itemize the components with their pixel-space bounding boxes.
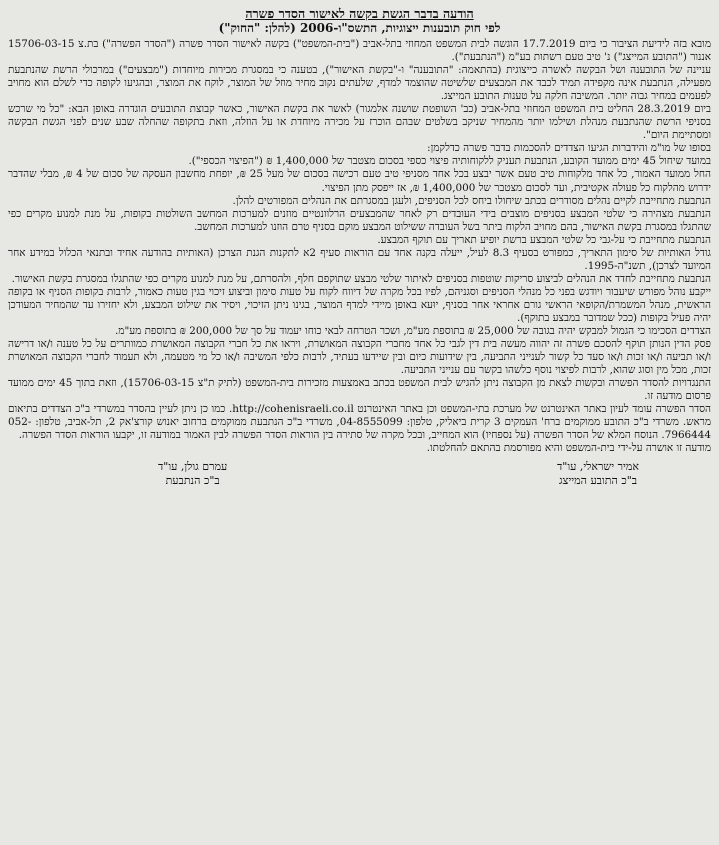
paragraph-written-procedures: הנתבעת מתחייבת לקיים נהלים מסודרים בכתב שיחולו ביחס לכל הסניפים, ולעגן במסגרתם את הנהלים המפורטים להלן.: [232, 194, 711, 207]
paragraph-fees: הצדדים הסכימו כי הגמול למבקש יהיה בגובה של 25,000 ₪ בתוספת מע"מ, ושכר הטרחה לבאי כוחו יעמוד על סך של 200,000 ₪ בתוספת מע"מ.: [115, 325, 711, 338]
signature-name: עמרם גולן, עו"ד: [158, 459, 228, 473]
paragraph-claim-subject: עניינה של התובענה ושל הבקשה לאשרה כייצוגית (בהתאמה: "התובענה" ו-"בקשת האישור"), בטענה כי במסגרת מכירות מיוחדות ("מבצעים") במרכולי הרשת שהנתבעת מפעילה, הנתבעת אינה מקפידה תמיד לכבד את המבצעים שלשיטה שהוצמד למדף, שלעתים נקוב מחיר מוזל של המוצר, לוקח את המוצר, ובהגיעו לקופה כדי לשלם הוא מחויב לפעמים במחיר גבוה יותר. המשיבה חלקה על טענות התובע המייצג.: [8, 64, 711, 103]
paragraph-sign-date: הנתבעת מתחייבת כי על-גבי כל שלטי המבצע ברשת יופיע תאריך עם תוקף המבצע.: [377, 233, 711, 246]
signature-role: ב"כ התובע המייצג: [558, 473, 638, 487]
paragraph-font-size: גודל האותיות של סימון התאריך, כמפורט בסעיף 8.3 לעיל, ייעלה בקנה אחד עם הוראות סעיף 2א לתקנות הגנת הצרכן (האותיות בהודעה אחיד ובתנאי הכלול במידע אחר המיועד לצרכן), תשנ"ה-1995.: [8, 246, 711, 272]
paragraph-court-approval: מודעה זו אושרה על-ידי בית-המשפט והיא מפורסמת בהתאם להחלטתו.: [426, 442, 711, 455]
paragraph-inspection: הסדר הפשרה עומד לעיון באתר האינטרנט של מערכת בתי-המשפט וכן באתר האינטרנט http://cohenisraeli.co.il. כמו כן ניתן לעיין בהסדר במשרדי ב"כ הצדדים בתיאום מראש. משרדי ב"כ התובע ממוקמים ברח' העמקים 3 קרית ביאליק, טלפון: 04-8555099, משרדי ב"כ הנתבעת ממוקמים ברחוב יאנוש קורצ'אק 2, תל-אביב, טלפון: 052-7966444. הנוסח המלא של הסדר הפשרה (על נספחיו) הוא המחייב, ובכל מקרה של סתירה בין הוראות הסדר הפשרה לבין האמור במודעה זו, יקבעו הוראות הסדר הפשרה.: [8, 403, 711, 442]
paragraph-intro: מובא בזה לידיעת הציבור כי ביום 17.7.2019 הוגשה לבית המשפט המחוזי בתל-אביב ("בית-המשפט") בקשה לאישור הסדר פשרה ("הסדר הפשרה") בת.צ 15706-03-15 אננור ("התובע המייצג") נ' טיב טעם רשתות בע"מ ("הנתבעת").: [8, 38, 711, 64]
paragraph-expired-signs: הנתבעת מתחייבת לחדד את הנהלים לביצוע סריקות שוטפות בסניפים לאיתור שלטי מבצע שתוקפם חלף, ולהסרתם, על מנת למנוע מקרים כפי שהתגלו במסגרת בקשת האישור.: [11, 272, 711, 285]
paragraph-discount-mechanism: החל ממועד האמור, כל אחד מלקוחות טיב טעם אשר יבצע בכל אחד מסניפי טיב טעם רכישה בסכום של מעל 25 ₪, יופחת מחשבון העסקה של סכום של 4 ₪, מבלי שהדבר ידרוש מהלקוח כל פעולה אקטיבית, ועד לסכום מצטבר של 1,400,000 ₪, אז ייפסק מתן הפיצוי.: [8, 168, 711, 194]
signature-role: ב"כ הנתבעת: [165, 473, 220, 487]
signature-defendant-counsel: [158, 460, 227, 488]
paragraph-class-approval: ביום 28.3.2019 החליט בית המשפט המחוזי בתל-אביב (כב' השופטת שושנה אלמגור) לאשר את בקשת האישור, כאשר קבוצת התובעים הוגדרה באופן הבא: "כל מי שרכש בסניפי הרשת שהנתבעת מנהלת ושילמו יותר מהמחיר שניקב בשלטים שבהם הוכרז על מכירה מיוחדת או על הוזלה, וזאת בתקופה שהחלה שבע שנים לפני הגשת הבקשה ומסתיימת היום".: [8, 103, 711, 142]
signature-plaintiff-counsel: [557, 460, 639, 488]
notice-title: הודעה בדבר הגשת בקשה לאישור הסדר פשרה: [245, 6, 474, 21]
paragraph-res-judicata: פסק הדין הנותן תוקף להסכם פשרה זה יהווה מעשה בית דין לגבי כל אחד מחברי הקבוצה המאושרת, ויראו את כל חברי הקבוצה המאושרת כמוותרים על כל טענה ו/או דרישה ו/או תביעה ו/או זכות ו/או סעד כל קשור לענייני התביעה, בין שידועות כיום ובין שיידעו בעתיד, לרבות כלפי המשיבה ו/או כל מי מטעמה, ולא תעמוד לחברי הקבוצה המאושרת זכות, מכל מין וסוג שהוא, לרבות לפיצוי נוסף כלשהו בקשר עם ענייני התביעה.: [8, 338, 711, 377]
paragraph-monetary-compensation: במועד שיחול 45 ימים ממועד הקובע, הנתבעת תעניק ללקוחותיה פיצוי כספי בסכום מצטבר של 1,400,000 ₪ ("הפיצוי הכספי").: [188, 155, 711, 168]
paragraph-sign-placement: הנתבעת מצהירה כי שלטי המבצע בסניפים מוצבים בידי העובדים רק לאחר שהמבצעים הרלוונטיים מוזנים למערכות המחשב השולטות בקופות, על מנת למנוע מקרים כפי שהתגלו במסגרת בקשת האישור, בהם מחויב הלקוח ביתר בשל העובדה ששילוט המבצע מוקם בסניף טרם הוזנו למערכות המחשב.: [8, 207, 711, 233]
paragraph-objections: התנגדויות להסדר הפשרה ובקשות לצאת מן הקבוצה ניתן להגיש לבית המשפט בכתב באמצעות מזכירות בית-המשפט (לתיק ת"צ 15706-03-15), וזאת בתוך 45 ימים ממועד פרסום מודעה זו.: [8, 377, 711, 403]
paragraph-settlement-intro: בסופו של מו"מ והידברות הגיעו הצדדים להסכמות בדבר פשרה כדלקמן:: [427, 142, 711, 155]
paragraph-error-procedure: ייקבע נוהל מפורש שיעבור ויודגש בפני כל מנהלי הסניפים וסגניהם, לפיו בכל מקרה של דיווח לקוח על טעות סימון וביצוע זיכוי בגין טעות כאמור, לרבות בקופות הסניף או בקופה הראשית, מנהל המשמרת/הקופאי הראשי גורם אחראי אחר בסניף, יוּעא באופן מיידי למדף המוצר, בגינו ניתן הזיכוי, ויסיר את שילוט המבצע, ולא יחזירו עד שהמחיר המעודכן יהיה פעיל בקופות (ככל שמדובר במבצע בתוקף).: [8, 285, 711, 324]
signature-name: אמיר ישראלי, עו"ד: [557, 459, 639, 473]
notice-subtitle: לפי חוק תובענות ייצוגיות, התשס"ו-2006 (להלן: "החוק"): [218, 21, 501, 35]
signatures: [8, 456, 711, 488]
